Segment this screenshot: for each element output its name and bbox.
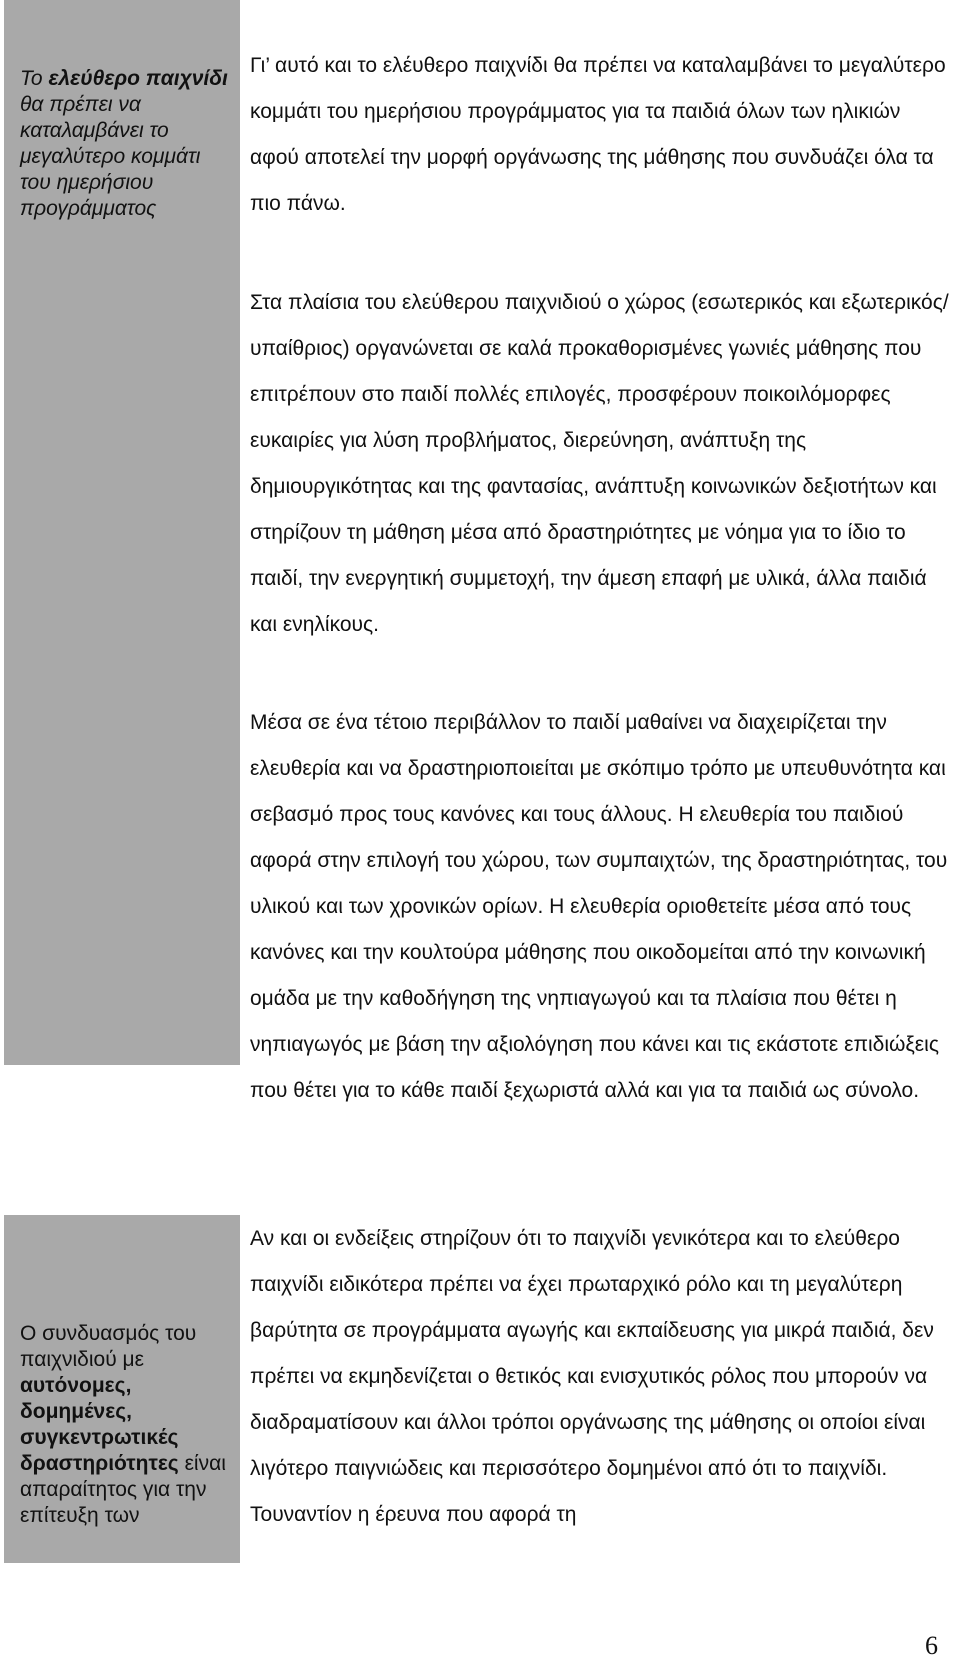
sidebar-note-emphasis: ελεύθερο παιχνίδι [48,67,228,90]
sidebar-note-text: Το [20,67,49,90]
sidebar-note-text: Ο συνδυασμός του παιχνιδιού με [20,1322,197,1371]
page-number: 6 [925,1631,938,1660]
sidebar-note-text: είναι απαραίτητος για την επίτευξη των [20,1452,226,1527]
sidebar-note-free-play [4,0,240,1065]
body-paragraph [250,280,950,648]
body-paragraph [250,43,950,227]
paragraph-text: Γι’ αυτό και το ελέυθερο παιχνίδι θα πρέπει να καταλαμβάνει το μεγαλύτερο κομμάτι του ημερήσιου προγράμματος για τα παιδιά όλων των ηλικιών αφού αποτελεί την μορφή οργάνωσης της μάθησης που συνδυάζει όλα τα πιο πάνω. [250,54,946,215]
paragraph-text: Στα πλαίσια του ελεύθερου παιχνιδιού ο χώρος (εσωτερικός και εξωτερικός/υπαίθριος) οργανώνεται σε καλά προκαθορισμένες γωνιές μάθησης που επιτρέπουν στο παιδί πολλές επιλογές, προσφέρουν ποικοιλόμορφες ευκαιρίες για λύση προβλήματος, διερεύνηση, ανάπτυξη της δημιουργικότητας και της φαντασίας, ανάπτυξη κοινωνικών δεξιοτήτων και στηρίζουν τη μάθηση μέσα από δραστηριότητες με νόημα για το ίδιο το παιδί, την ενεργητική συμμετοχή, την άμεση επαφή με υλικά, άλλα παιδιά και ενηλίκους. [250,291,949,636]
body-paragraph [250,700,950,1114]
sidebar-note-combination [4,1215,240,1563]
body-paragraph [250,1216,950,1538]
paragraph-text: Αν και οι ενδείξεις στηρίζουν ότι το παιχνίδι γενικότερα και το ελεύθερο παιχνίδι ειδικότερα πρέπει να έχει πρωταρχικό ρόλο και τη μεγαλύτερη βαρύτητα σε προγράμματα αγωγής και εκπαίδευσης για μικρά παιδιά, δεν πρέπει να εκμηδενίζεται ο θετικός και ενισχυτικός ρόλος που μπορούν να διαδραματίσουν και άλλοι τρόποι οργάνωσης της μάθησης οι οποίοι είναι λιγότερο παιγνιώδεις και περισσότερο δομημένοι από ότι το παιχνίδι. Τουναντίον η έρευνα που αφορά τη [250,1227,934,1526]
sidebar-note-emphasis: αυτόνομες, δομημένες, συγκεντρωτικές δραστηριότητες [20,1374,179,1475]
paragraph-text: Μέσα σε ένα τέτοιο περιβάλλον το παιδί μαθαίνει να διαχειρίζεται την ελευθερία και να δραστηριοποιείται με σκόπιμο τρόπο με υπευθυνότητα και σεβασμό προς τους κανόνες και τους άλλους. Η ελευθερία του παιδιού αφορά στην επιλογή του χώρου, των συμπαιχτών, της δραστηριότητας, του υλικού και των χρονικών ορίων. Η ελευθερία οριοθετείτε μέσα από τους κανόνες και την κουλτούρα μάθησης που οικοδομείται από την κοινωνική ομάδα με την καθοδήγηση της νηπιαγωγού και τα πλαίσια που θέτει η νηπιαγωγός με βάση την αξιολόγηση που κάνει και τις εκάστοτε επιδιώξεις που θέτει για το κάθε παιδί ξεχωριστά αλλά και για τα παιδιά ως σύνολο. [250,711,948,1102]
sidebar-note-text: θα πρέπει να καταλαμβάνει το μεγαλύτερο κομμάτι του ημερήσιου προγράμματος [20,93,201,220]
